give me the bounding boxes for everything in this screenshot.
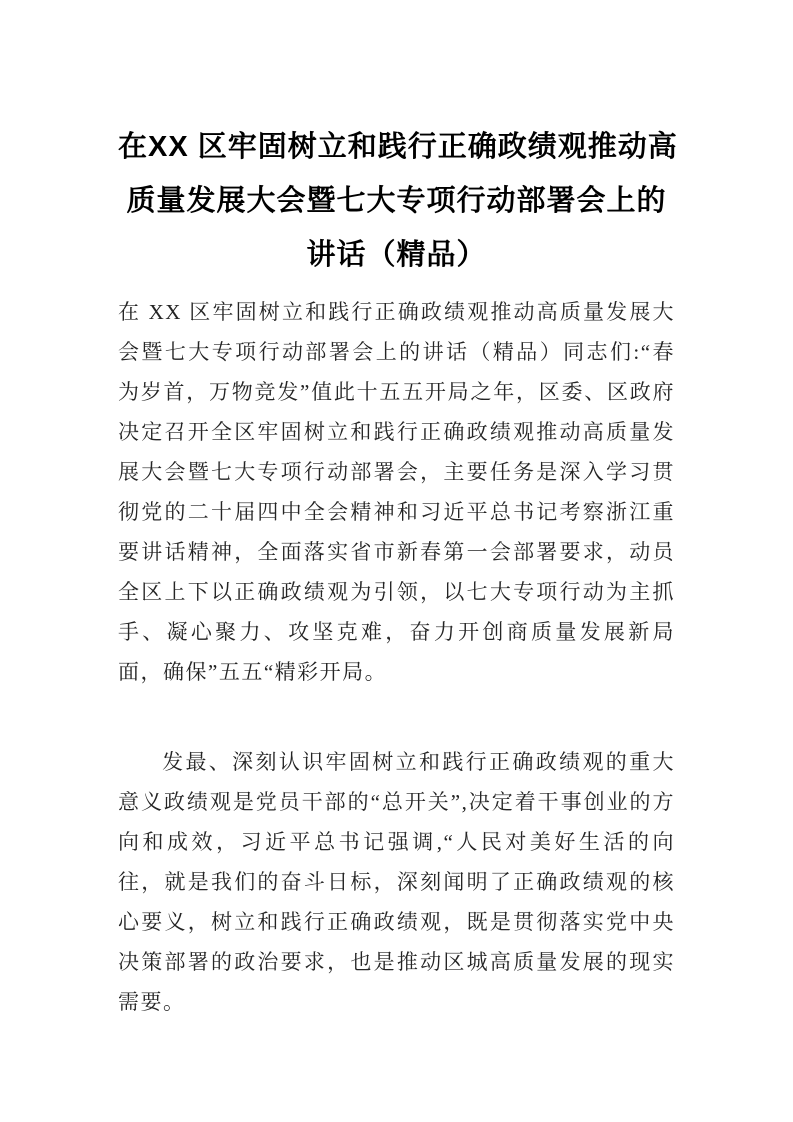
paragraph-intro: 在 XX 区牢固树立和践行正确政绩观推动高质量发展大会暨七大专项行动部署会上的讲话（精品）同志们:“春为岁首，万物竞发”值此十五五开局之年，区委、区政府决定召开全区牢固树立和践行正确政绩观推动高质量发展大会暨七大专项行动部署会，主要任务是深入学习贯彻党的二十届四中全会精神和习近平总书记考察浙江重要讲话精神，全面落实省市新春第一会部署要求，动员全区上下以正确政绩观为引领，以七大专项行动为主抓手、凝心聚力、攻坚克难，奋力开创商质量发展新局面，确保”五五“精彩开局。 (118, 300, 675, 684)
title-line-1: 在XX 区牢固树立和践行正确政绩观推动高 (118, 131, 678, 163)
document-body (118, 292, 675, 1022)
paragraph-section-1: 发最、深刻认识牢固树立和践行正确政绩观的重大意义政绩观是党员干部的“总开关”,决定着干事创业的方向和成效，习近平总书记强调,“人民对美好生活的向往，就是我们的奋斗日标，深刻闻明了正确政绩观的核心要义，树立和践行正确政绩观，既是贯彻落实党中央决策部署的政治要求，也是推动区城高质量发展的现实需要。 (118, 750, 675, 1014)
title-line-2: 质量发展大会暨七大专项行动部署会上的 (126, 185, 667, 217)
title-line-3: 讲话（精品） (306, 239, 487, 271)
document-title (118, 120, 678, 282)
